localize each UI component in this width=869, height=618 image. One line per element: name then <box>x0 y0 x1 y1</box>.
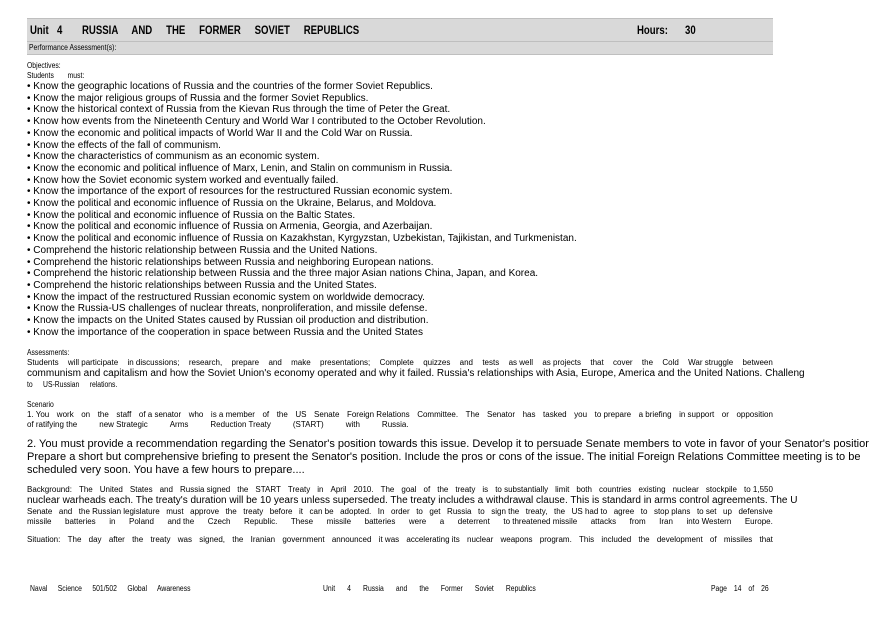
unit-label: Unit <box>30 23 49 37</box>
word-group: Students <box>27 358 59 368</box>
word-group: Russia <box>447 507 472 517</box>
word-group: new Strategic <box>99 420 148 430</box>
word-group: treaty <box>150 535 171 545</box>
word-group: to <box>640 507 648 517</box>
objectives-intro: Students must: <box>27 71 85 80</box>
document-page <box>27 18 869 545</box>
word-group: is a member <box>210 410 255 420</box>
word-group: treaty <box>243 507 264 517</box>
footer-page: Page 14 of 26 <box>711 584 769 593</box>
objectives-heading: Objectives: <box>27 61 61 70</box>
word-group: Europe. <box>744 517 773 527</box>
word-group: 1. You <box>27 410 50 420</box>
objective-item: • Know the economic and political impacts of World War II and the Cold War on Russia. <box>27 127 413 139</box>
word-group: Iranian <box>250 535 276 545</box>
word-group: a briefing <box>638 410 672 420</box>
objective-item: • Know the political and economic influence of Russia on Kazakhstan, Kyrgyzstan, Uzbekistan, Tajikistan, and Turkmenistan. <box>27 233 577 245</box>
unit-title: RUSSIA AND THE FORMER SOVIET REPUBLICS <box>82 23 360 37</box>
word-group: after <box>108 535 125 545</box>
word-group: prepare <box>231 358 260 368</box>
background-line-1 <box>27 485 773 495</box>
word-group: missile <box>27 517 52 527</box>
word-group: program. <box>539 535 572 545</box>
word-group: research, <box>188 358 223 368</box>
objective-item: • Know the political and economic influence of Russia on the Ukraine, Belarus, and Moldova. <box>27 198 437 210</box>
word-group: in <box>317 485 324 495</box>
word-group: approve <box>190 507 220 517</box>
word-group: adopted. <box>340 507 372 517</box>
word-group: to prepare <box>594 410 632 420</box>
word-group: the <box>132 535 144 545</box>
objective-item: • Know the impact of the restructured Russian economic system on worldwide democracy. <box>27 291 425 303</box>
assessments-heading: Assessments: <box>27 348 70 358</box>
word-group: batteries <box>364 517 396 527</box>
word-group: included <box>601 535 632 545</box>
assessments-line-3: to US-Russian relations. <box>27 380 118 390</box>
assessments-line-2: communism and capitalism and how the Soviet Union's economy operated and why it failed. Russia's relationships with Asia, Europe, America and the United Nations. Challeng <box>27 368 805 380</box>
word-group: tests <box>482 358 500 368</box>
word-group: In <box>377 507 385 517</box>
word-group: will participate <box>67 358 119 368</box>
word-group: Czech <box>207 517 231 527</box>
word-group: signed, <box>199 535 225 545</box>
objective-item: • Know how events from the Nineteenth Century and World War I contributed to the October Revolution. <box>27 116 486 128</box>
word-group: from <box>629 517 646 527</box>
word-group: it was <box>378 535 400 545</box>
objective-item: • Know the political and economic influence of Russia on the Baltic States. <box>27 209 356 221</box>
word-group: and <box>459 358 473 368</box>
scenario-p1-line-2 <box>27 420 773 430</box>
word-group: the <box>641 358 654 368</box>
word-group: order <box>390 507 410 517</box>
word-group: Senator <box>487 410 516 420</box>
word-group: Cold <box>662 358 679 368</box>
word-group: of ratifying the <box>27 420 78 430</box>
word-group: announced <box>331 535 372 545</box>
word-group: to <box>416 507 423 517</box>
word-group: Treaty <box>287 485 311 495</box>
word-group: The <box>380 485 395 495</box>
word-group: the Russian legislature <box>78 507 160 517</box>
objective-item: • Know the importance of the export of resources for the restructured Russian economic system. <box>27 186 453 198</box>
word-group: War struggle <box>688 358 734 368</box>
word-group: with <box>345 420 360 430</box>
word-group: as projects <box>542 358 582 368</box>
word-group: to set <box>696 507 717 517</box>
word-group: accelerating its <box>406 535 460 545</box>
word-group: that <box>759 535 773 545</box>
word-group: US had to <box>571 507 608 517</box>
word-group: the <box>276 410 288 420</box>
word-group: can be <box>309 507 334 517</box>
word-group: into Western <box>686 517 732 527</box>
word-group: attacks <box>590 517 617 527</box>
scenario-p2-line-2: Prepare a short but comprehensive briefing to present the Senator's position. Include the pros or cons of the issue. The initial Foreign Relations Committee meeting is to be <box>27 451 861 464</box>
word-group: Reduction Treaty <box>210 420 271 430</box>
word-group: agree <box>613 507 635 517</box>
word-group: The <box>78 485 93 495</box>
word-group: before <box>269 507 293 517</box>
objective-item: • Comprehend the historic relationship between Russia and the three major Asian nations China, Japan, and Korea. <box>27 268 539 280</box>
word-group: to 1,550 <box>744 485 773 495</box>
word-group: who <box>188 410 204 420</box>
word-group: it <box>299 507 303 517</box>
word-group: These <box>290 517 314 527</box>
hours-value: 30 <box>685 23 696 37</box>
word-group: Complete <box>379 358 414 368</box>
word-group: US <box>295 410 307 420</box>
word-group: the <box>553 507 566 517</box>
word-group: between <box>742 358 773 368</box>
word-group: Senate <box>314 410 340 420</box>
word-group: nuclear <box>467 535 494 545</box>
word-group: and the <box>167 517 195 527</box>
word-group: and <box>268 358 282 368</box>
hours-label: Hours: <box>637 23 668 37</box>
objective-item: • Know the effects of the fall of communism. <box>27 139 221 151</box>
word-group: make <box>291 358 311 368</box>
word-group: nuclear <box>672 485 699 495</box>
word-group: of a senator <box>138 410 182 420</box>
word-group: countries <box>598 485 632 495</box>
word-group: government <box>282 535 325 545</box>
word-group: development <box>656 535 703 545</box>
scenario-p2-line-3: scheduled very soon. You have a few hours to prepare.... <box>27 464 305 477</box>
word-group: cover <box>613 358 633 368</box>
word-group: has <box>522 410 536 420</box>
scenario-p2-line-1: 2. You must provide a recommendation regarding the Senator's position towards this issue. Develop it to persuade Senate members to vote in favor of your Senator's positior <box>27 438 869 451</box>
word-group: Senate <box>27 507 53 517</box>
objective-item: • Know the impacts on the United States caused by Russian oil production and distribution. <box>27 315 429 327</box>
page-footer <box>27 583 773 595</box>
word-group: the <box>437 485 449 495</box>
background-line-2: nuclear warheads each. The treaty's duration will be 10 years unless superseded. The treaty includes a withdrawal clause. This is standard in arms control agreements. The U <box>27 495 798 507</box>
situation-line-1 <box>27 535 773 545</box>
word-group: in support <box>679 410 715 420</box>
word-group: to <box>478 507 485 517</box>
word-group: April <box>330 485 347 495</box>
word-group: in <box>109 517 116 527</box>
objective-item: • Comprehend the historic relationships between Russia and the United States. <box>27 279 377 291</box>
word-group: is <box>482 485 489 495</box>
word-group: Situation: <box>27 535 61 545</box>
objective-item: • Know the political and economic influence of Russia on Armenia, Georgia, and Azerbaijan. <box>27 221 433 233</box>
word-group: Russia. <box>381 420 409 430</box>
objective-item: • Know the characteristics of communism as an economic system. <box>27 151 320 163</box>
performance-assessment-label: Performance Assessment(s): <box>29 43 117 52</box>
word-group: presentations; <box>320 358 371 368</box>
objective-item: • Know the major religious groups of Russia and the former Soviet Republics. <box>27 92 369 104</box>
word-group: to substantially <box>495 485 549 495</box>
word-group: (START) <box>292 420 324 430</box>
scenario-heading: Scenario <box>27 400 54 410</box>
unit-number: 4 <box>57 23 63 37</box>
word-group: Poland <box>129 517 154 527</box>
word-group: goal <box>401 485 417 495</box>
word-group: on <box>81 410 91 420</box>
performance-assessment-bar <box>27 42 773 55</box>
background-line-3 <box>27 507 773 517</box>
objective-item: • Know how the Soviet economic system worked and eventually failed. <box>27 174 339 186</box>
word-group: in discussions; <box>127 358 180 368</box>
word-group: the <box>237 485 249 495</box>
word-group: Iran <box>659 517 673 527</box>
word-group: Russia signed <box>179 485 231 495</box>
background-line-4 <box>27 517 773 527</box>
word-group: up <box>723 507 732 517</box>
word-group: missiles <box>723 535 753 545</box>
unit-header-bar <box>27 18 773 42</box>
word-group: that <box>590 358 604 368</box>
word-group: treaty <box>455 485 476 495</box>
word-group: Background: <box>27 485 72 495</box>
word-group: batteries <box>65 517 96 527</box>
word-group: quizzes <box>423 358 451 368</box>
word-group: Committee. <box>417 410 459 420</box>
word-group: and <box>159 485 173 495</box>
word-group: missile <box>326 517 352 527</box>
word-group: The <box>465 410 480 420</box>
assessments-line-1 <box>27 358 773 368</box>
word-group: treaty, <box>525 507 548 517</box>
word-group: limit <box>555 485 570 495</box>
objective-item: • Comprehend the historic relationships between Russia and neighboring European nations. <box>27 256 434 268</box>
word-group: Arms <box>169 420 189 430</box>
word-group: the <box>638 535 650 545</box>
word-group: a <box>439 517 445 527</box>
word-group: START <box>255 485 281 495</box>
word-group: defensive <box>738 507 773 517</box>
word-group: you <box>574 410 588 420</box>
word-group: This <box>579 535 595 545</box>
word-group: Foreign Relations <box>346 410 410 420</box>
word-group: the <box>232 535 244 545</box>
word-group: existing <box>638 485 666 495</box>
word-group: work <box>56 410 74 420</box>
word-group: the <box>225 507 237 517</box>
word-group: get <box>429 507 441 517</box>
footer-course: Naval Science 501/502 Global Awareness <box>30 584 191 593</box>
objective-item: • Know the historical context of Russia from the Kievan Rus through the time of Peter the Great. <box>27 104 451 116</box>
word-group: were <box>408 517 427 527</box>
word-group: both <box>576 485 592 495</box>
word-group: sign the <box>491 507 520 517</box>
word-group: opposition <box>736 410 773 420</box>
word-group: must <box>166 507 184 517</box>
objective-item: • Know the economic and political influence of Marx, Lenin, and Stalin on communism in Russia. <box>27 162 453 174</box>
word-group: to threatened missile <box>503 517 578 527</box>
word-group: The <box>67 535 82 545</box>
objective-item: • Know the importance of the cooperation in space between Russia and the United States <box>27 326 423 338</box>
word-group: or <box>721 410 729 420</box>
word-group: of <box>262 410 270 420</box>
scenario-p1-line-1 <box>27 410 773 420</box>
word-group: weapons <box>500 535 533 545</box>
footer-unit: Unit 4 Russia and the Former Soviet Republics <box>323 584 536 593</box>
objective-item: • Know the Russia-US challenges of nuclear threats, nonproliferation, and missile defense. <box>27 303 428 315</box>
word-group: stockpile <box>705 485 737 495</box>
objective-item: • Comprehend the historic relationship between Russia and the United Nations. <box>27 244 378 256</box>
word-group: United <box>99 485 123 495</box>
word-group: tasked <box>543 410 567 420</box>
word-group: staff <box>116 410 132 420</box>
word-group: deterrent <box>457 517 490 527</box>
word-group: of <box>709 535 717 545</box>
word-group: and <box>58 507 73 517</box>
word-group: the <box>97 410 109 420</box>
word-group: Republic. <box>243 517 278 527</box>
word-group: States <box>129 485 153 495</box>
objectives-list <box>27 81 773 338</box>
word-group: day <box>88 535 102 545</box>
objective-item: • Know the geographic locations of Russia and the countries of the former Soviet Republics. <box>27 81 433 92</box>
word-group: of <box>423 485 431 495</box>
word-group: stop plans <box>653 507 691 517</box>
word-group: 2010. <box>353 485 374 495</box>
word-group: as well <box>508 358 534 368</box>
word-group: was <box>177 535 192 545</box>
